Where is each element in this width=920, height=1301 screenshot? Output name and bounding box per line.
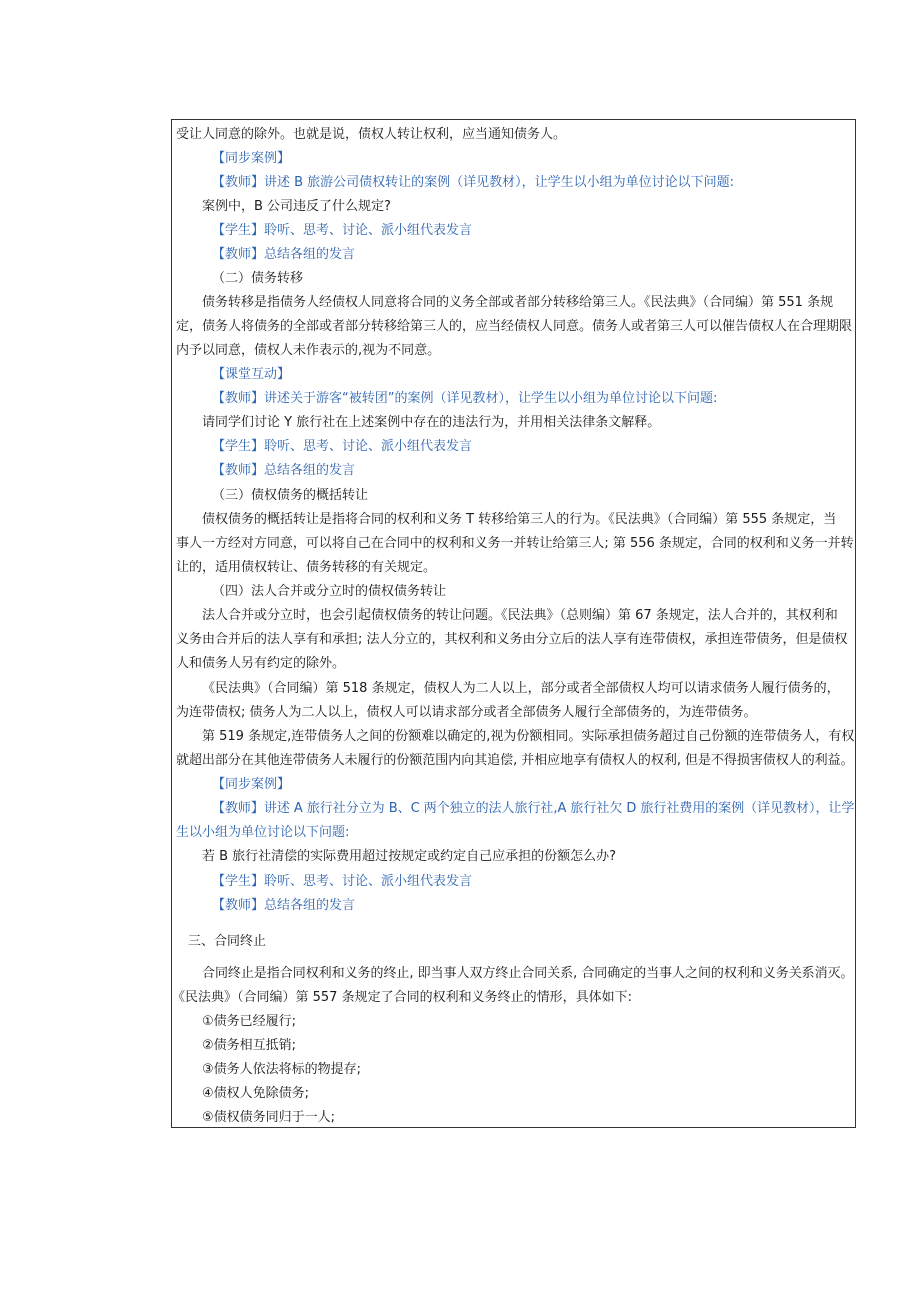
- text-line: 请同学们讨论 Y 旅行社在上述案例中存在的违法行为，并用相关法律条文解释。: [202, 415, 661, 430]
- text-line: 《民法典》（合同编）第 518 条规定，债权人为二人以上，部分或者全部债权人均可以请求债务人履行债务的，: [202, 681, 840, 696]
- text-line: 内予以同意，债权人未作表示的,视为不同意。: [176, 343, 441, 358]
- text-line: （四）法人合并或分立时的债权债务转让: [212, 584, 447, 599]
- text-line: 案例中，B 公司违反了什么规定?: [202, 199, 391, 214]
- text-line: ④债权人免除债务;: [202, 1086, 310, 1101]
- text-line: 定，债务人将债务的全部或者部分转移给第三人的，应当经债权人同意。债务人或者第三人可以催告债权人在合理期限: [176, 319, 853, 334]
- text-line: 债权债务的概括转让是指将合同的权利和义务 T 转移给第三人的行为。《民法典》（合同编）第 555 条规定，当: [202, 512, 837, 527]
- text-line: （二）债务转移: [212, 271, 304, 286]
- annotation-line: 【教师】讲述关于游客“被转团”的案例（详见教材），让学生以小组为单位讨论以下问题:: [212, 391, 718, 406]
- annotation-line: 【教师】讲述 A 旅行社分立为 B、C 两个独立的法人旅行社,A 旅行社欠 D 旅行社费用的案例（详见教材），让学: [212, 801, 855, 816]
- text-line: （三）债权债务的概括转让: [212, 488, 369, 503]
- text-line: ⑤债权债务同归于一人;: [202, 1110, 336, 1125]
- annotation-line: 【学生】聆听、思考、讨论、派小组代表发言: [212, 223, 473, 238]
- annotation-line: 【同步案例】: [212, 777, 291, 792]
- annotation-line: 【教师】总结各组的发言: [212, 247, 356, 262]
- text-line: 事人一方经对方同意，可以将自己在合同中的权利和义务一并转让给第三人; 第 556 条规定，合同的权利和义务一并转: [176, 536, 854, 551]
- annotation-line: 【教师】总结各组的发言: [212, 463, 356, 478]
- text-line: 义务由合并后的法人享有和承担; 法人分立的，其权利和义务由分立后的法人享有连带债权，承担连带债务，但是债权: [176, 632, 848, 647]
- text-line: 受让人同意的除外。也就是说，债权人转让权利，应当通知债务人。: [176, 127, 567, 142]
- text-line: 债务转移是指债务人经债权人同意将合同的义务全部或者部分转移给第三人。《民法典》（合同编）第 551 条规: [202, 295, 834, 310]
- text-line: ①债务已经履行;: [202, 1014, 297, 1029]
- annotation-line: 【教师】总结各组的发言: [212, 898, 356, 913]
- annotation-line: 【课堂互动】: [212, 367, 291, 382]
- annotation-line: 【同步案例】: [212, 151, 291, 166]
- text-line: 合同终止是指合同权利和义务的终止, 即当事人双方终止合同关系, 合同确定的当事人之间的权利和义务关系消灭。: [202, 966, 854, 981]
- annotation-line: 【学生】聆听、思考、讨论、派小组代表发言: [212, 874, 473, 889]
- annotation-line: 【教师】讲述 B 旅游公司债权转让的案例（详见教材），让学生以小组为单位讨论以下问题:: [212, 175, 735, 190]
- text-line: 若 B 旅行社清偿的实际费用超过按规定或约定自己应承担的份额怎么办?: [202, 849, 617, 864]
- text-line: 三、合同终止: [188, 934, 267, 949]
- text-line: 人和债务人另有约定的除外。: [176, 656, 346, 671]
- text-line: 《民法典》（合同编）第 557 条规定了合同的权利和义务终止的情形，具体如下:: [172, 990, 632, 1005]
- text-line: ②债务相互抵销;: [202, 1038, 297, 1053]
- text-line: ③债务人依法将标的物提存;: [202, 1062, 362, 1077]
- text-line: 第 519 条规定,连带债务人之间的份额难以确定的,视为份额相同。实际承担债务超过自己份额的连带债务人，有权: [202, 729, 855, 744]
- annotation-line: 【学生】聆听、思考、讨论、派小组代表发言: [212, 439, 473, 454]
- annotation-line: 生以小组为单位讨论以下问题:: [176, 825, 350, 840]
- text-line: 让的，适用债权转让、债务转移的有关规定。: [176, 560, 437, 575]
- text-line: 法人合并或分立时，也会引起债权债务的转让问题。《民法典》（总则编）第 67 条规定，法人合并的，其权利和: [202, 608, 838, 623]
- text-line: 为连带债权; 债务人为二人以上，债权人可以请求部分或者全部债务人履行全部债务的，为连带债务。: [176, 705, 757, 720]
- text-line: 就超出部分在其他连带债务人未履行的份额范围内向其追偿, 并相应地享有债权人的权利, 但是不得损害债权人的利益。: [176, 753, 854, 768]
